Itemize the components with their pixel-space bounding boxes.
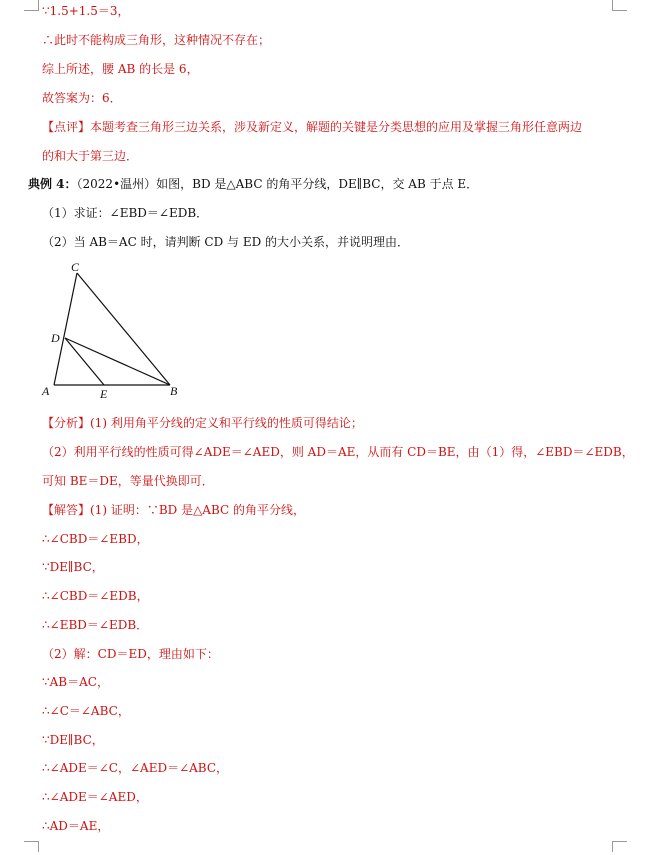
answer-line-2: ∴∠CBD＝∠EBD， (42, 532, 149, 546)
answer-line-10: ∴∠ADE＝∠C，∠AED＝∠ABC， (42, 761, 229, 775)
text-line-2: ∴此时不能构成三角形，这种情况不存在； (42, 33, 271, 47)
question-1: （1）求证：∠EBD＝∠EDB． (42, 206, 209, 220)
analysis-line-1: 【分析】(1) 利用角平分线的定义和平行线的性质可得结论； (42, 416, 363, 430)
page-corner-mark-bottom-left (24, 841, 39, 852)
label-A: A (42, 384, 50, 398)
example-text: （2022•温州）如图，BD 是△ABC 的角平分线，DE∥BC，交 AB 于点 E． (76, 177, 479, 191)
answer-line-9: ∵DE∥BC， (42, 733, 104, 747)
text-line-1: ∵1.5+1.5＝3， (42, 4, 130, 18)
answer-line-4: ∴∠CBD＝∠EDB， (42, 589, 149, 603)
answer-line-8: ∴∠C＝∠ABC， (42, 704, 130, 718)
label-D: D (51, 331, 60, 345)
text-line-4: 故答案为：6． (42, 91, 122, 105)
page-corner-mark-top-right (612, 0, 627, 11)
answer-line-1: 【解答】(1) 证明：∵BD 是△ABC 的角平分线， (42, 503, 305, 517)
question-2: （2）当 AB＝AC 时，请判断 CD 与 ED 的大小关系，并说明理由． (42, 235, 410, 249)
example-header (28, 176, 478, 192)
label-C: C (71, 260, 80, 274)
segment-DE (65, 338, 104, 385)
segment-CB (77, 273, 170, 385)
label-E: E (100, 387, 108, 398)
example-label: 典例 4： (28, 177, 77, 191)
comment-line-2: 的和大于第三边． (42, 149, 139, 163)
triangle-figure (36, 258, 186, 398)
page-corner-mark-top-left (24, 0, 39, 11)
answer-line-12: ∴AD＝AE， (42, 819, 110, 833)
segment-AC (54, 273, 77, 385)
text-line-3: 综上所述，腰 AB 的长是 6， (42, 62, 199, 76)
analysis-line-3: 可知 BE＝DE，等量代换即可． (42, 474, 214, 488)
answer-line-6: （2）解：CD＝ED，理由如下： (42, 647, 219, 661)
analysis-line-2: （2）利用平行线的性质可得∠ADE＝∠AED，则 AD＝AE，从而有 CD＝BE，由（1）得，∠EBD＝∠EDB， (42, 445, 634, 459)
comment-line-1: 【点评】本题考查三角形三边关系，涉及新定义，解题的关键是分类思想的应用及掌握三角形任意两边 (42, 120, 583, 134)
label-B: B (170, 384, 178, 398)
answer-line-11: ∴∠ADE＝∠AED， (42, 790, 148, 804)
answer-line-3: ∵DE∥BC， (42, 560, 104, 574)
segment-BD (65, 338, 170, 385)
answer-line-7: ∵AB＝AC， (42, 675, 109, 689)
page-corner-mark-bottom-right (612, 841, 627, 852)
answer-line-5: ∴∠EBD＝∠EDB． (42, 618, 149, 632)
